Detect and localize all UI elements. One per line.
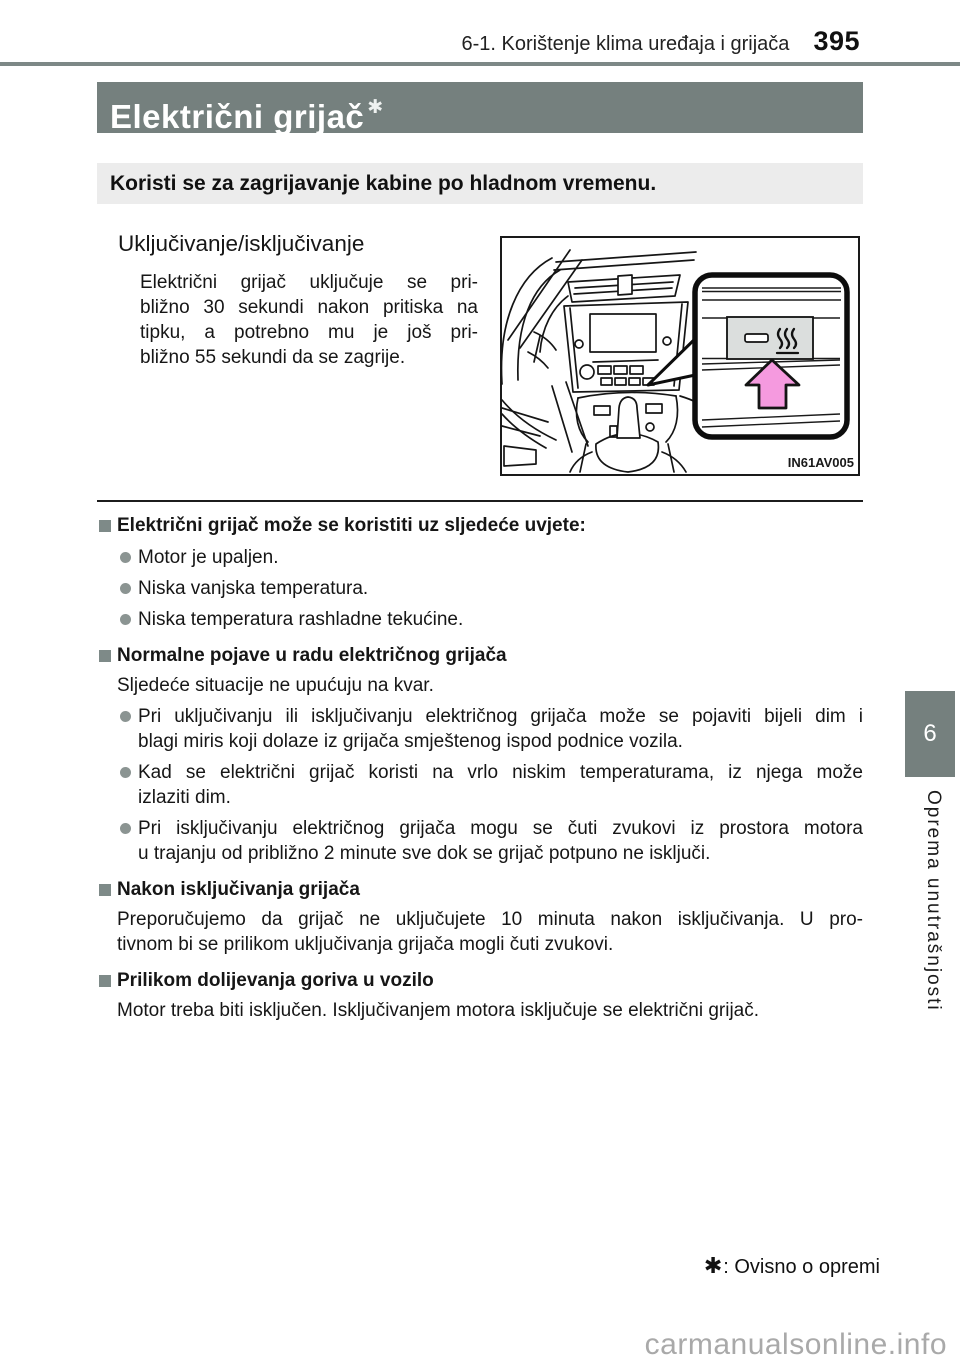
square-bullet-icon bbox=[99, 650, 111, 662]
dot-bullet-icon bbox=[120, 711, 131, 722]
list-item-text bbox=[138, 760, 863, 810]
section-heading-text: Normalne pojave u radu električnog grijača bbox=[117, 645, 507, 666]
text-line: izlaziti dim. bbox=[138, 787, 231, 808]
chapter-label-vertical: Oprema unutrašnjosti bbox=[923, 790, 944, 1012]
section-breadcrumb: 6-1. Korištenje klima uređaja i grijača bbox=[461, 33, 790, 55]
page-title bbox=[97, 82, 863, 133]
text-line: blagi miris koji dolaze iz grijača smještenog ispod podnice vozila. bbox=[138, 731, 683, 752]
text-line: Kad se električni grijač koristi na vrlo niskim temperaturama, iz njega može bbox=[138, 762, 863, 783]
list-item bbox=[97, 760, 863, 810]
section-heading-text: Električni grijač može se koristiti uz sljedeće uvjete: bbox=[117, 515, 586, 536]
list-item-text bbox=[138, 816, 863, 866]
text-line: Motor treba biti isključen. Isključivanjem motora isključuje se električni grijač. bbox=[117, 1000, 760, 1021]
text-line: Motor je upaljen. bbox=[138, 547, 279, 568]
asterisk-mark: ✱ bbox=[367, 97, 384, 118]
dot-bullet-icon bbox=[120, 767, 131, 778]
dot-bullet-icon bbox=[120, 552, 131, 563]
asterisk-mark: ✱ bbox=[703, 1253, 723, 1278]
text-line: Preporučujemo da grijač ne uključujete 10 minuta nakon isključivanja. U pro- bbox=[117, 909, 863, 930]
chapter-tab: 6 bbox=[905, 691, 955, 777]
text-line: bližno 30 sekundi nakon pritiska na bbox=[140, 297, 478, 318]
dot-bullet-icon bbox=[120, 614, 131, 625]
list-item-text bbox=[138, 607, 863, 632]
text-line: tivnom bi se prilikom uključivanja grijača mogli čuti zvukovi. bbox=[117, 934, 614, 955]
list-item bbox=[97, 816, 863, 866]
section-heading bbox=[97, 968, 863, 994]
list-item-text bbox=[138, 576, 863, 601]
header-rule bbox=[0, 62, 960, 66]
square-bullet-icon bbox=[99, 884, 111, 896]
text-line: Pri uključivanju ili isključivanju električnog grijača može se pojaviti bijeli dim i bbox=[138, 706, 863, 727]
text-line: tipku, a potrebno mu je još pri- bbox=[140, 322, 478, 343]
list-item bbox=[97, 607, 863, 632]
text-line: Niska vanjska temperatura. bbox=[138, 578, 369, 599]
heater-button-panel[interactable] bbox=[727, 317, 813, 359]
list-item-text bbox=[138, 545, 863, 570]
page-header bbox=[462, 26, 861, 57]
text-line: Električni grijač uključuje se pri- bbox=[140, 272, 478, 293]
dot-bullet-icon bbox=[120, 583, 131, 594]
list-item bbox=[97, 545, 863, 570]
list-item bbox=[97, 704, 863, 754]
footnote bbox=[704, 1253, 880, 1279]
page-title-text: Električni grijač bbox=[110, 98, 365, 135]
section-heading bbox=[97, 643, 863, 669]
watermark-text: carmanualsonline.info bbox=[644, 1328, 947, 1360]
figure-dashboard-illustration bbox=[500, 236, 860, 476]
list-item bbox=[97, 576, 863, 601]
intro-paragraph bbox=[97, 270, 478, 370]
section-lead: Sljedeće situacije ne upućuju na kvar. bbox=[117, 675, 434, 696]
intro-section bbox=[97, 230, 495, 370]
section-heading-text: Nakon isključivanja grijača bbox=[117, 879, 360, 900]
text-line: bližno 55 sekundi da se zagrije. bbox=[140, 347, 406, 368]
intro-heading: Uključivanje/isključivanje bbox=[118, 231, 365, 256]
summary-bar: Koristi se za zagrijavanje kabine po hladnom vremenu. bbox=[97, 163, 863, 204]
footnote-text: : Ovisno o opremi bbox=[723, 1256, 880, 1278]
list-item-text bbox=[138, 704, 863, 754]
section-heading bbox=[97, 877, 863, 903]
section-heading-text: Prilikom dolijevanja goriva u vozilo bbox=[117, 970, 434, 991]
section-heading bbox=[97, 513, 863, 539]
square-bullet-icon bbox=[99, 520, 111, 532]
body-content bbox=[97, 502, 863, 1023]
text-line: Pri isključivanju električnog grijača mogu se čuti zvukovi iz prostora motora bbox=[138, 818, 863, 839]
figure-code: IN61AV005 bbox=[787, 455, 854, 470]
square-bullet-icon bbox=[99, 975, 111, 987]
dashboard-drawing bbox=[500, 236, 860, 476]
heater-switch-slot bbox=[745, 334, 768, 342]
section-paragraph bbox=[97, 907, 863, 957]
text-line: Niska temperatura rashladne tekućine. bbox=[138, 609, 464, 630]
section-paragraph bbox=[97, 998, 863, 1023]
text-line: u trajanju od približno 2 minute sve dok se grijač potpuno ne isključi. bbox=[138, 843, 711, 864]
dot-bullet-icon bbox=[120, 823, 131, 834]
page-number: 395 bbox=[813, 26, 860, 56]
